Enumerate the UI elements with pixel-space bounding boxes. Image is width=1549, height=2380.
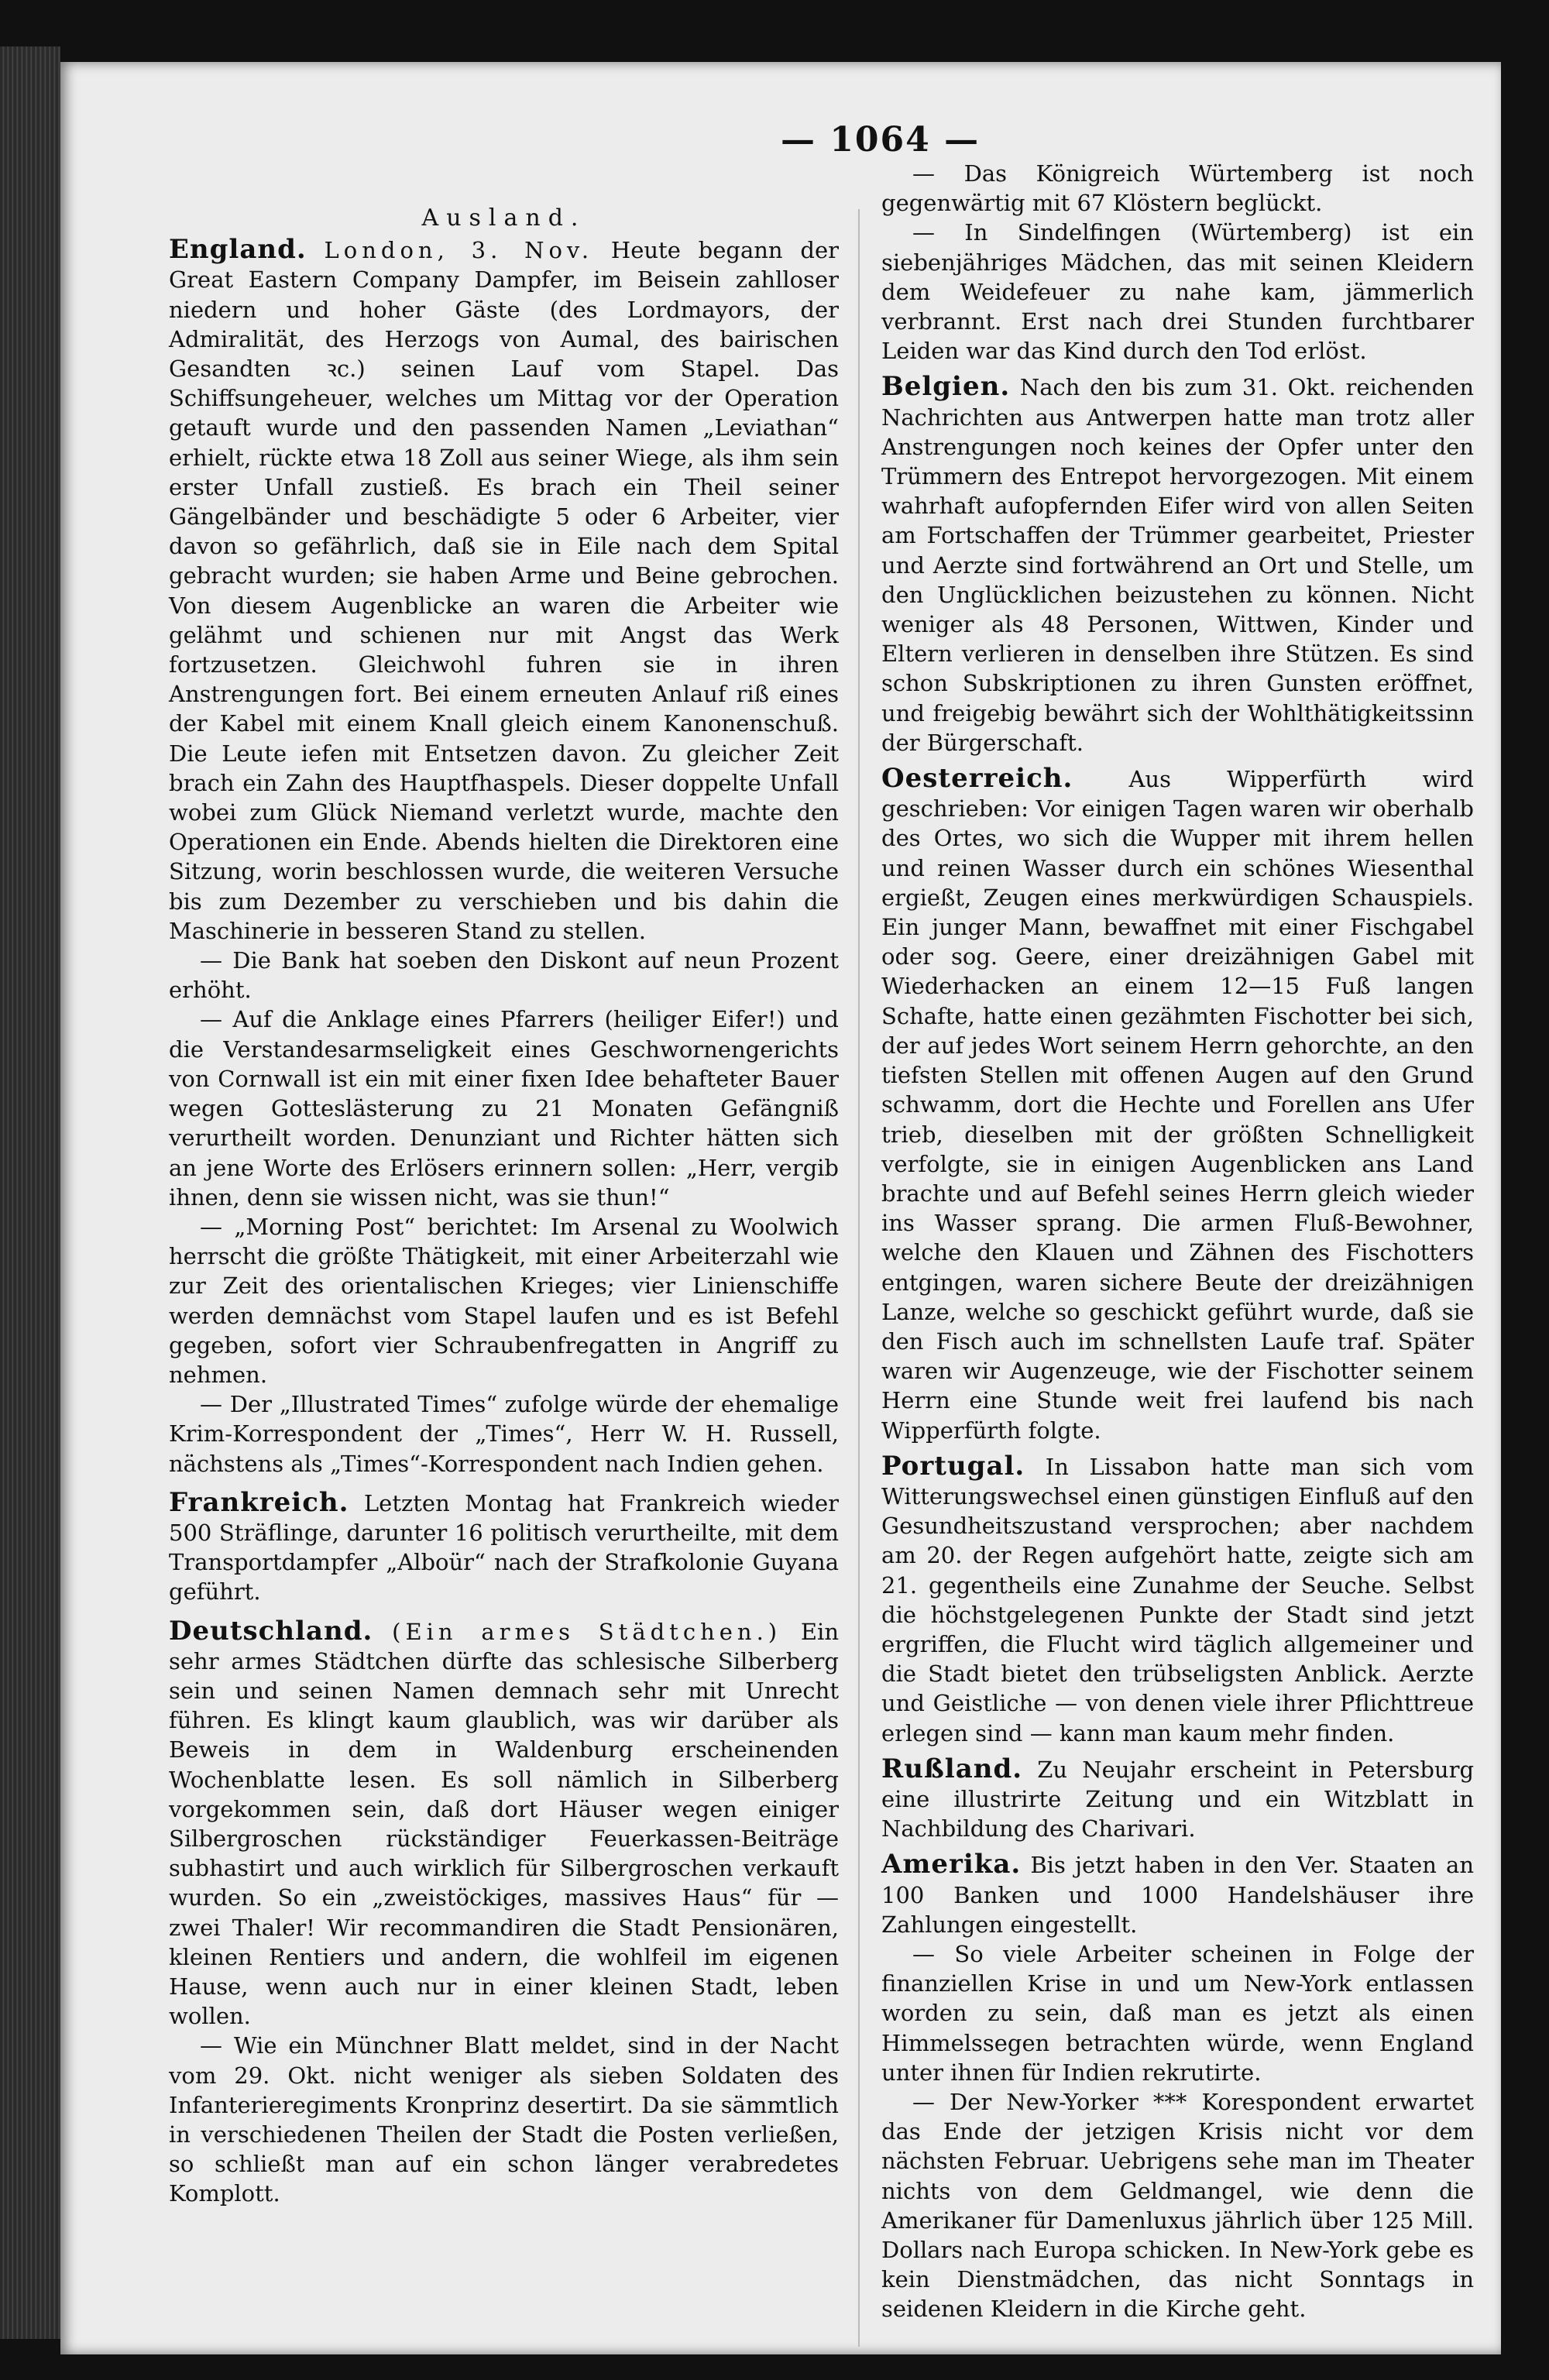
column-divider (858, 209, 860, 2347)
country-heading-frankreich: Frankreich. (169, 1486, 349, 1518)
country-heading-russland: Rußland. (881, 1753, 1023, 1784)
dateline-london: London, 3. Nov. (324, 237, 594, 264)
article-belgien (881, 372, 1474, 757)
country-heading-portugal: Portugal. (881, 1450, 1025, 1482)
news-item-arbeiter: — So viele Arbeiter scheinen in Folge der finanziellen Krise in und um New-York entlassen worden zu sein, daß man es jetzt als einen Himmelssegen betrachten würde, wenn England unter ihnen für Indien rekrutirte. (881, 1940, 1474, 2086)
article-oesterreich (881, 764, 1474, 1445)
article-subtitle: (Ein armes Städtchen.) (392, 1618, 782, 1645)
news-item-muenchen: — Wie ein Münchner Blatt meldet, sind in der Nacht vom 29. Okt. nicht weniger als sieben Soldaten des Infanterieregiments Kronprinz desertirt. Da sie sämmtlich in verschiedenen Theilen der Stadt die Posten verließen, so schließt man auf ein schon länger verabredetes Komplott. (169, 2032, 839, 2207)
country-heading-amerika: Amerika. (881, 1849, 1022, 1880)
article-body: Ein sehr armes Städtchen dürfte das schlesische Silberberg sein und seinen Namen demnach sehr mit Unrecht führen. Es klingt kaum glaublich, was wir darüber als Beweis in dem in Waldenburg erscheinenden Wochenblatte lesen. Es soll nämlich in Silberberg vorgekommen sein, daß dort Häuser wegen einiger Silbergroschen rückständiger Feuerkassen-Beiträge subhastirt und auch wirklich für Silbergroschen verkauft wurden. So ein „zweistöckiges, massives Haus“ für — zwei Thaler! Wir recommandiren die Stadt Pensionären, kleinen Rentiers und andern, die wohlfeil im eigenen Hause, wenn auch nur in einer kleinen Stadt, leben wollen. (169, 1618, 840, 2030)
page-number: — 1064 — (781, 120, 981, 160)
news-item-times: — Der „Illustrated Times“ zufolge würde der ehemalige Krim-Korrespondent der „Times“, Herr W. H. Russell, nächstens als „Times“-Korrespondent nach Indien gehen. (169, 1391, 839, 1477)
country-heading-oesterreich: Oesterreich. (881, 763, 1073, 795)
article-body: Zu Neujahr erscheint in Petersburg eine illustrirte Zeitung und ein Witzblatt in Nachbildung des Charivari. (881, 1756, 1475, 1843)
article-body: In Lissabon hatte man sich vom Witterungswechsel einen günstigen Einfluß auf den Gesundheitszustand versprochen; aber nachdem am 20. der Regen aufgehört hatte, zeigte sich am 21. gegentheils eine Zunahme der Seuche. Selbst die höchstgelegenen Punkte der Stadt sind jetzt ergriffen, die Flucht wird täglich allgemeiner und die Stadt bietet den trübseligsten Anblick. Aerzte und Geistliche — von denen viele ihrer Pflichttreue erlegen sind — kann man kaum mehr finden. (881, 1453, 1475, 1746)
article-frankreich (169, 1488, 839, 1607)
article-body: Bis jetzt haben in den Ver. Staaten an 100 Banken und 1000 Handelshäuser ihre Zahlungen eingestellt. (881, 1852, 1475, 1938)
newspaper-page (60, 62, 1501, 2354)
country-heading-deutschland: Deutschland. (169, 1615, 373, 1647)
news-item-wuerttemberg: — Das Königreich Würtemberg ist noch gegenwärtig mit 67 Klöstern beglückt. (881, 160, 1474, 217)
article-body: Aus Wipperfürth wird geschrieben: Vor einigen Tagen waren wir oberhalb des Ortes, wo sich die Wupper mit ihrem hellen und reinen Wasser durch ein schönes Wiesenthal ergießt, Zeugen eines merkwürdigen Schauspiels. Ein junger Mann, bewaffnet mit einer Fischgabel oder sog. Geere, einer dreizähnigen Gabel mit Wiederhacken an einem 12—15 Fuß langen Schafte, hatte einen gezähmten Fischotter bei sich, der auf jedes Wort seinem Herrn gehorchte, an den tiefsten Stellen mit offenen Augen auf den Grund schwamm, dort die Hechte und Forellen ans Ufer trieb, dieselben mit der größten Schnelligkeit verfolgte, sie in einigen Augenblicken ans Land brachte und auf Befehl seines Herrn gleich wieder ins Wasser sprang. Die armen Fluß-Bewohner, welche den Klauen und Zähnen des Fischotters entgingen, waren sichere Beute der dreizähnigen Lanze, welche so geschickt geführt wurde, daß sie den Fisch auch im schnellsten Laufe traf. Später waren wir Augenzeuge, wie der Fischotter seinem Herrn eine Stunde weit frei laufend bis nach Wipperfürth folgte. (881, 766, 1475, 1444)
article-russland (881, 1754, 1474, 1844)
news-item-newyorker: — Der New-Yorker *** Korespondent erwartet das Ende der jetzigen Krisis nicht vor dem nächsten Februar. Uebrigens sehe man im Theater nichts von dem Geldmangel, wie denn die Amerikaner für Damenluxus jährlich über 125 Mill. Dollars nach Europa schicken. In New-York gebe es kein Dienstmädchen, das nicht Sonntags in seidenen Kleidern in die Kirche geht. (881, 2089, 1474, 2323)
book-spine (0, 46, 60, 2339)
news-item-cornwall: — Auf die Anklage eines Pfarrers (heiliger Eifer!) und die Verstandesarmseligkeit eines Geschwornengerichts von Cornwall ist ein mit einer fixen Idee behafteter Bauer wegen Gotteslästerung zu 21 Monaten Gefängniß verurtheilt worden. Denunziant und Richter hätten sich an jene Worte des Erlösers erinnern sollen: „Herr, vergib ihnen, denn sie wissen nicht, was sie thun!“ (169, 1006, 839, 1211)
section-title: Ausland. (421, 204, 586, 232)
article-body: Heute begann der Great Eastern Company Dampfer, im Beisein zahlloser niedern und hoher Gäste (des Lordmayors, der Admiralität, des Herzogs von Aumal, des bairischen Gesandten ꝛc.) seinen Lauf vom Stapel. Das Schiffsungeheuer, welches um Mittag vor der Operation getauft wurde und den passenden Namen „Leviathan“ erhielt, rückte etwa 18 Zoll aus seiner Wiege, als ihm sein erster Unfall zustieß. Es brach ein Theil seiner Gängelbänder und beschädigte 5 oder 6 Arbeiter, vier davon so gefährlich, daß sie in Eile nach dem Spital gebracht wurden; sie haben Arme und Beine gebrochen. Von diesem Augenblicke an waren die Arbeiter wie gelähmt und schienen nur mit Angst das Werk fortzusetzen. Gleichwohl fuhren sie in ihren Anstrengungen fort. Bei einem erneuten Anlauf riß eines der Kabel mit einem Knall gleich einem Kanonenschuß. Die Leute iefen mit Entsetzen davon. Zu gleicher Zeit brach ein Zahn des Hauptfhaspels. Dieser doppelte Unfall wobei zum Glück Niemand verletzt wurde, machte den Operationen ein Ende. Abends hielten die Direktoren eine Sitzung, worin beschlossen wurde, die weiteren Versuche bis zum Dezember zu verschieben und bis dahin die Maschinerie in besseren Stand zu stellen. (169, 237, 840, 944)
article-body: Nach den bis zum 31. Okt. reichenden Nachrichten aus Antwerpen hatte man trotz aller Anstrengungen noch keines der Opfer unter den Trümmern des Entrepot hervorgezogen. Mit einem wahrhaft aufopfernden Eifer wird von allen Seiten am Fortschaffen der Trümmer gearbeitet, Priester und Aerzte sind fortwährend an Ort und Stelle, um den Unglücklichen beizustehen zu können. Nicht weniger als 48 Personen, Wittwen, Kinder und Eltern verlieren in denselben ihre Stützen. Es sind schon Subskriptionen zu ihren Gunsten eröffnet, und freigebig bewährt sich der Wohlthätigkeitssinn der Bürgerschaft. (881, 374, 1475, 756)
country-heading-belgien: Belgien. (881, 371, 1011, 403)
article-deutschland (169, 1616, 839, 2031)
news-item-woolwich: — „Morning Post“ berichtet: Im Arsenal zu Woolwich herrscht die größte Thätigkeit, mit einer Arbeiterzahl wie zur Zeit des orientalischen Krieges; vier Linienschiffe werden demnächst vom Stapel laufen und es ist Befehl gegeben, sofort vier Schraubenfregatten in Angriff zu nehmen. (169, 1213, 839, 1388)
country-heading-england: England. (169, 234, 307, 266)
news-item-sindelfingen: — In Sindelfingen (Würtemberg) ist ein siebenjähriges Mädchen, das mit seinen Kleidern dem Weidefeuer zu nahe kam, jämmerlich verbrannt. Erst nach drei Stunden furchtbarer Leiden war das Kind durch den Tod erlöst. (881, 219, 1474, 365)
article-england (169, 235, 839, 946)
right-column (881, 159, 1474, 2324)
article-portugal (881, 1451, 1474, 1748)
article-amerika (881, 1849, 1474, 1939)
news-item-bank: — Die Bank hat soeben den Diskont auf neun Prozent erhöht. (169, 947, 839, 1004)
left-column (169, 204, 840, 2209)
article-body: Letzten Montag hat Frankreich wieder 500 Sträflinge, darunter 16 politisch verurtheilte, mit dem Transportdampfer „Alboür“ nach der Strafkolonie Guyana geführt. (169, 1489, 839, 1606)
